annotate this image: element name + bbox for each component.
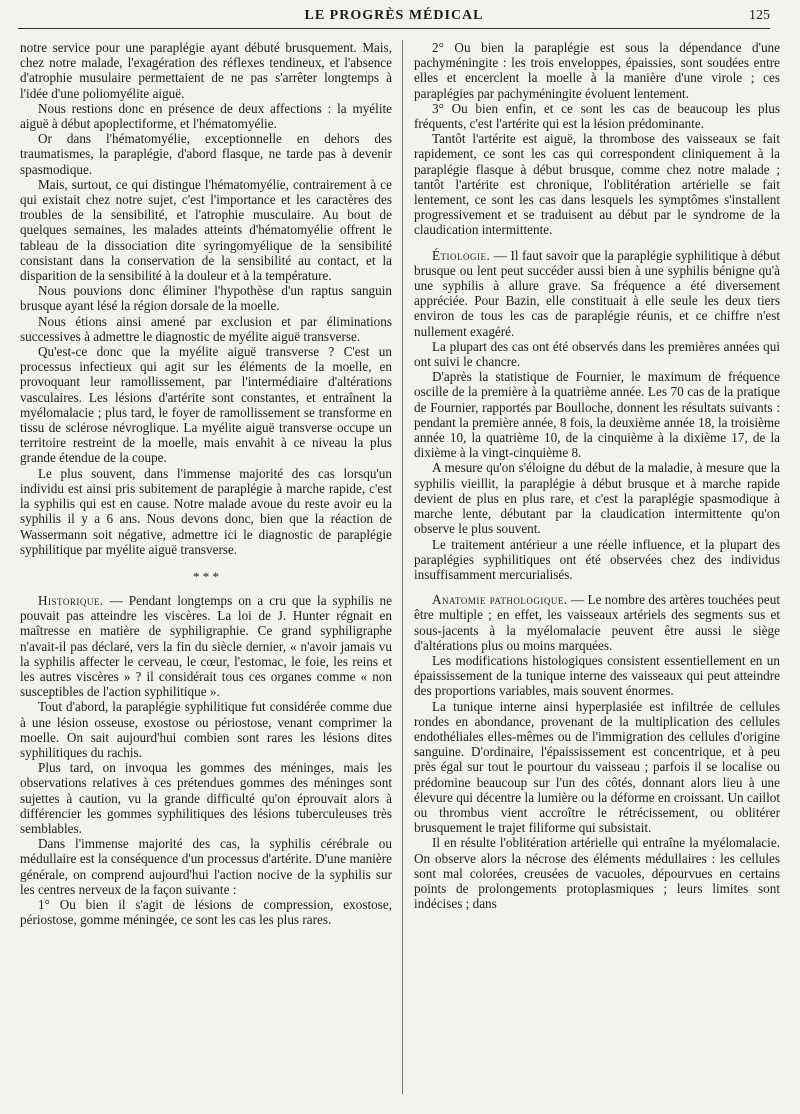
paragraph: Le traitement antérieur a une réelle influence, et la plupart des paraplégies syphilitiques ont été observées chez des individus insuffisamment mercurialisés. (414, 536, 780, 582)
spacer (414, 582, 780, 592)
paragraph: Tout d'abord, la paraplégie syphilitique fut considérée comme due à une lésion osseuse, exostose ou périostose, venant comprimer la moelle. On sait aujourd'hui combien sont rares les lésions dites syphilitiques du rachis. (20, 699, 392, 760)
paragraph: Nous restions donc en présence de deux affections : la myélite aiguë à début apoplectiforme, et l'hématomyélie. (20, 100, 392, 132)
paragraph: 2° Ou bien la paraplégie est sous la dépendance d'une pachyméningite : les trois enveloppes, épaissies, sont soudées entre elles et encerclent la moelle à la manière d'une virole ; ces paraplégies par pachyméningite évoluent lentement. (414, 40, 780, 101)
right-column (414, 40, 780, 1104)
paragraph: La plupart des cas ont été observés dans les premières années qui ont suivi le chancre. (414, 338, 780, 370)
spacer (414, 238, 780, 248)
section-text: — Il faut savoir que la paraplégie syphilitique à début brusque ou lent peut succéder aussi bien à une syphilis bénigne qu'à une syphilis à allure grave. Sa fréquence a été diversement appréciée. Pour Bazin, elle constituait à elle seule les deux tiers environ de tous les cas de paraplégie réunis, et ce chiffre n'est nullement exagéré. (414, 247, 780, 339)
paragraph: Le plus souvent, dans l'immense majorité des cas lorsqu'un individu est ainsi pris subitement de paraplégie à marche rapide, c'est la syphilis qui est en cause. Notre malade avoue du reste avoir eu la syphilis il y a 6 ans. Nous devons donc, bien que la réaction de Wassermann soit négative, admettre ici le diagnostic de paraplégie syphilitique par myélite aiguë transverse. (20, 465, 392, 557)
paragraph: Les modifications histologiques consistent essentiellement en un épaississement de la tunique interne des vaisseaux qui peut atteindre des proportions variables, mais souvent énormes. (414, 652, 780, 699)
section-etiologie (414, 248, 780, 339)
section-heading: Anatomie pathologique. (432, 592, 568, 608)
page-number: 125 (749, 8, 770, 23)
paragraph: notre service pour une paraplégie ayant débuté brusquement. Mais, chez notre malade, l'exagération des réflexes tendineux, et l'absence d'atrophie musulaire permettaient de ne pas s'arrêter longtemps à l'idée d'une poliomyélite aiguë. (20, 40, 392, 101)
section-text: — Pendant longtemps on a cru que la syphilis ne pouvait pas atteindre les viscères. La loi de J. Hunter régnait en maîtresse en matière de syphiligraphie. Ce grand syphiligraphe n'avait-il pas déclaré, vers la fin du siècle dernier, « n'avoir jamais vu la syphilis affecter le cerveau, le cœur, l'estomac, le foie, les reins et les autres viscères » ? il considérait tous ces organes comme « non susceptibles de l'action syphilitique ». (20, 592, 392, 700)
section-heading: Étiologie. (432, 247, 491, 263)
paragraph: A mesure qu'on s'éloigne du début de la maladie, à mesure que la syphilis vieillit, la paraplégie à début brusque et à marche rapide devient de plus en plus rare, et c'est la paraplégie spasmodique à marche lente, débutant par la claudication intermittente qu'on observe le plus souvent. (414, 460, 780, 537)
section-text: — Le nombre des artères touchées peut être multiple ; en effet, les vaisseaux artériels des segments sus et sous-jacents à la myélomalacie peuvent être aussi le siège d'altérations plus ou moins marquées. (414, 592, 780, 653)
paragraph: Qu'est-ce donc que la myélite aiguë transverse ? C'est un processus infectieux qui agit sur les éléments de la moelle, en provoquant leur ramollissement, par l'intermédiaire d'altérations vasculaires. Les lésions d'artérite sont constantes, et entraînent la myélomalacie ; plus tard, le foyer de ramollissement se transforme en tissu de sclérose névroglique. La myélite aiguë transverse occupe un territoire restreint de la moelle, mais envahit à ce niveau la plus grande étendue de la coupe. (20, 344, 392, 466)
left-column (20, 40, 392, 1104)
paragraph: La tunique interne ainsi hyperplasiée est infiltrée de cellules rondes en abondance, provenant de la multiplication des cellules endothéliales elles-mêmes ou de l'immigration des cellules d'origine sanguine. D'ordinaire, l'épaississement est concentrique, et à peu près égal sur tout le pourtour du vaisseau ; parfois il se localise ou prédomine beaucoup sur l'un des côtés, donnant alors lieu à une élevure qui décentre la lumière ou la déforme en croissant. Un caillot ou thrombus vient accroître le rétrécissement, ou oblitérer brusquement le trajet filiforme qui subsistait. (414, 698, 780, 836)
paragraph: Nous étions ainsi amené par exclusion et par éliminations successives à admettre le diagnostic de myélite aiguë transverse. (20, 313, 392, 344)
section-anatomie (414, 592, 780, 653)
section-historique (20, 593, 392, 699)
column-divider (402, 40, 403, 1094)
paragraph: Or dans l'hématomyélie, exceptionnelle en dehors des traumatismes, la paraplégie, d'abord flasque, ne tarde pas à devenir spasmodique. (20, 131, 392, 177)
paragraph: D'après la statistique de Fournier, le maximum de fréquence oscille de la première à la quatrième année. Les 70 cas de la pratique de Fournier, rapportés par Boulloche, donnent les résultats suivants : pendant la première année, 8 fois, la deuxième année 18, la troisième année 10, la quatrième 10, de la cinquième à la dixième 17, de la dixième à la vingt-cinquième 8. (414, 369, 780, 461)
paragraph: Il en résulte l'oblitération artérielle qui entraîne la myélomalacie. On observe alors la nécrose des éléments médullaires : les cellules sont mal colorées, creusées de vacuoles, dépourvues en certains points de prolongements protoplasmiques ; leurs limites sont indécises ; dans (414, 835, 780, 912)
running-header (18, 6, 770, 29)
paragraph: 1° Ou bien il s'agit de lésions de compression, exostose, périostose, gomme méningée, ce sont les cas les plus rares. (20, 896, 392, 928)
paragraph: Dans l'immense majorité des cas, la syphilis cérébrale ou médullaire est la conséquence d'un processus d'artérite. D'une manière générale, on comprend aujourd'hui l'action nocive de la syphilis sur les centres nerveux de la façon suivante : (20, 836, 392, 897)
paragraph: Tantôt l'artérite est aiguë, la thrombose des vaisseaux se fait rapidement, ce sont les cas qui correspondent cliniquement à la paraplégie flasque à début brusque, comme chez notre malade ; tantôt l'artérite est chronique, l'oblitération artérielle se fait lentement, ce sont les cas dans lesquels les symptômes s'installent progressivement et se traduisent au début par le syndrome de la claudication intermittente. (414, 131, 780, 238)
paragraph: Plus tard, on invoqua les gommes des méninges, mais les observations relatives à ces prétendues gommes des méninges sont sujettes à caution, vu la grande difficulté qu'on éprouvait alors à différencier les gommes syphilitiques des lésions tuberculeuses très semblables. (20, 760, 392, 836)
section-heading: Historique. (38, 592, 104, 608)
section-separator: * * * (193, 568, 219, 584)
paragraph: Mais, surtout, ce qui distingue l'hématomyélie, contrairement à ce qui existait chez notre sujet, c'est l'importance et les caractères des troubles de la sensibilité, et l'atrophie musculaire. Au bout de quelques semaines, les malades atteints d'hématomyélie offrent le tableau de la dissociation dite syringomyélique de la sensibilité consistant dans la conservation de la sensibilité au contact, et la disparition de la sensibilité à la douleur et à la température. (20, 176, 392, 284)
journal-title: LE PROGRÈS MÉDICAL (304, 8, 484, 23)
paragraph: Nous pouvions donc éliminer l'hypothèse d'un raptus sanguin brusque ayant lésé la région dorsale de la moelle. (20, 283, 392, 314)
paragraph: 3° Ou bien enfin, et ce sont les cas de beaucoup les plus fréquents, c'est l'artérite qui est la lésion prédominante. (414, 100, 780, 132)
